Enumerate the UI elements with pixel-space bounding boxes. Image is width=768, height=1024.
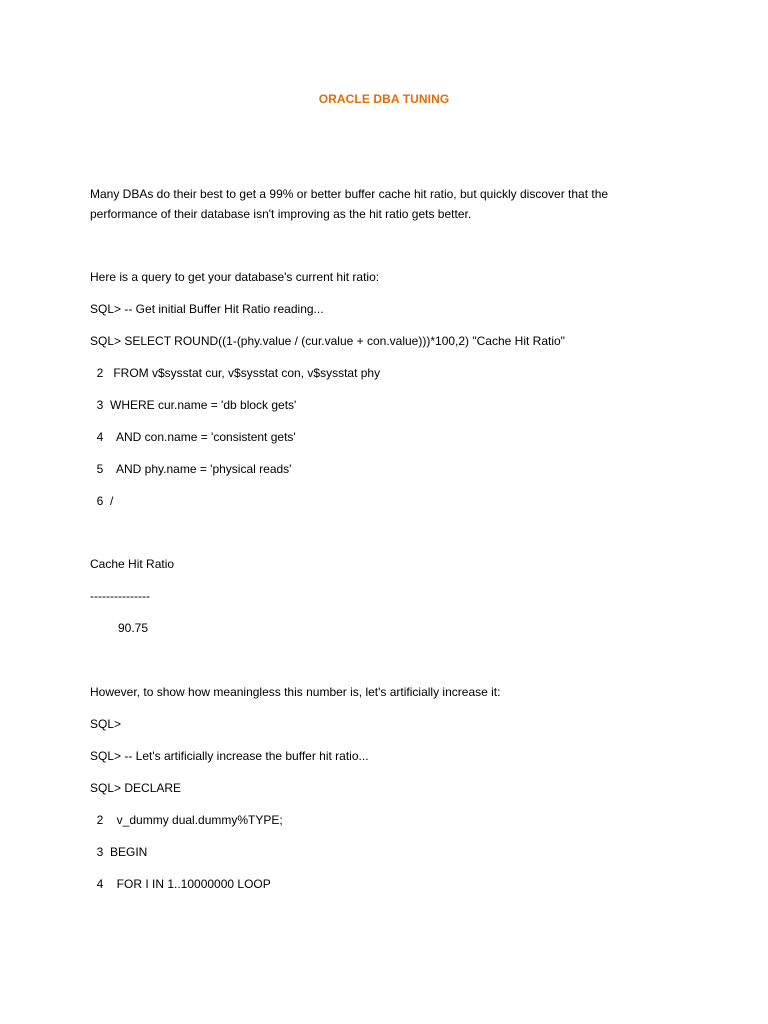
code-line: 2 FROM v$sysstat cur, v$sysstat con, v$sysstat phy — [90, 366, 381, 380]
code-line: SQL> -- Get initial Buffer Hit Ratio reading... — [90, 302, 324, 316]
code-line: 5 AND phy.name = 'physical reads' — [90, 462, 292, 476]
code-line: SQL> — [90, 717, 122, 731]
page-title: ORACLE DBA TUNING — [318, 92, 450, 106]
code-line: 3 WHERE cur.name = 'db block gets' — [90, 398, 297, 412]
intro-line: performance of their database isn't improving as the hit ratio gets better. — [90, 207, 472, 221]
intro-line: Many DBAs do their best to get a 99% or better buffer cache hit ratio, but quickly discover that the — [90, 187, 609, 201]
code-line: SQL> SELECT ROUND((1-(phy.value / (cur.value + con.value)))*100,2) "Cache Hit Ratio" — [90, 334, 565, 348]
code-line: 3 BEGIN — [90, 845, 148, 859]
code-line: SQL> -- Let's artificially increase the buffer hit ratio... — [90, 749, 369, 763]
code-line: 2 v_dummy dual.dummy%TYPE; — [90, 813, 283, 827]
result-value: 90.75 — [118, 621, 149, 635]
intro-paragraph — [90, 184, 690, 224]
query-intro-text: Here is a query to get your database's current hit ratio: — [90, 270, 380, 284]
code-line: SQL> DECLARE — [90, 781, 182, 795]
code-line: 4 FOR I IN 1..10000000 LOOP — [90, 877, 271, 891]
however-text: However, to show how meaningless this number is, let's artificially increase it: — [90, 685, 501, 699]
code-line: 4 AND con.name = 'consistent gets' — [90, 430, 296, 444]
result-header: Cache Hit Ratio — [90, 557, 175, 571]
code-line: 6 / — [90, 494, 114, 508]
result-separator: --------------- — [90, 589, 150, 603]
